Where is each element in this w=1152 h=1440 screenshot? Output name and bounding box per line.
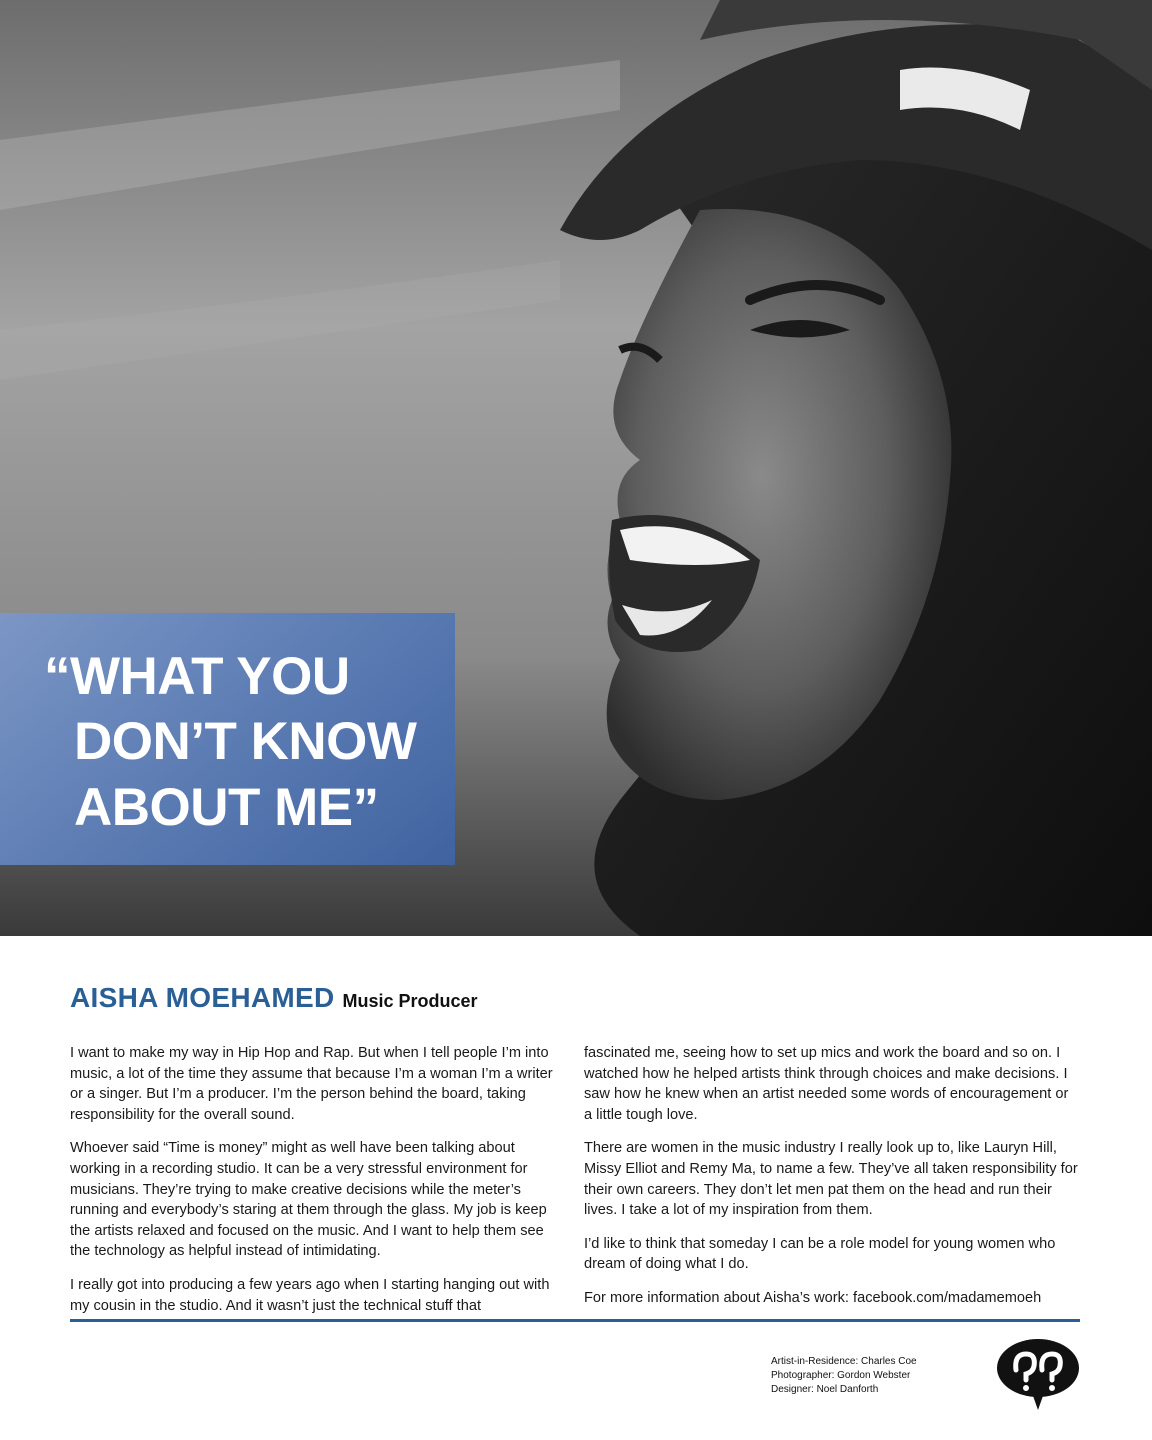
credits xyxy=(771,1355,917,1397)
article-column-left xyxy=(70,1043,562,1329)
paragraph: I’d like to think that someday I can be a role model for young women who dream of doing what I do. xyxy=(584,1235,1056,1273)
person-role: Music Producer xyxy=(342,991,478,1011)
paragraph: There are women in the music industry I really look up to, like Lauryn Hill, Missy Elliot and Remy Ma, to name a few. They’ve all taken responsibility for their own careers. They don’t let men pat them on the head and run their lives. I take a lot of my inspiration from them. xyxy=(584,1140,1078,1219)
speech-bubble-logo-icon xyxy=(996,1338,1080,1410)
credit-artist: Artist-in-Residence: Charles Coe xyxy=(771,1356,917,1367)
paragraph: fascinated me, seeing how to set up mics and work the board and so on. I watched how he helped artists think through choices and make decisions. I saw how he knew when an artist needed some words of encouragement or a little tough love. xyxy=(584,1045,1069,1123)
divider-rule xyxy=(70,1319,1080,1322)
paragraph: I want to make my way in Hip Hop and Rap. But when I tell people I’m into music, a lot of the time they assume that because I’m a woman I’m a writer or a singer. But I’m a producer. I’m the person behind the board, taking responsibility for the overall sound. xyxy=(70,1045,553,1123)
person-name: AISHA MOEHAMED xyxy=(70,982,335,1013)
paragraph: I really got into producing a few years ago when I starting hanging out with my cousin in the studio. And it wasn’t just the technical stuff that xyxy=(70,1276,550,1314)
quote-line-2: DON’T KNOW xyxy=(74,712,417,771)
quote-line-3: ABOUT ME” xyxy=(74,778,379,837)
article-column-right xyxy=(584,1043,1080,1322)
credit-photographer: Photographer: Gordon Webster xyxy=(771,1370,911,1381)
paragraph: For more information about Aisha’s work: facebook.com/madamemoeh xyxy=(584,1289,1042,1306)
paragraph: Whoever said “Time is money” might as well have been talking about working in a recording studio. It can be a very stressful environment for musicians. They’re trying to make creative decisions while the meter’s running and everybody’s staring at them through the glass. My job is keep the artists relaxed and focused on the music. And I want to help them see the technology as helpful instead of intimidating. xyxy=(70,1140,547,1260)
credit-designer: Designer: Noel Danforth xyxy=(771,1384,879,1395)
person-heading xyxy=(70,982,478,1014)
quote-line-1: “WHAT YOU xyxy=(44,647,350,706)
